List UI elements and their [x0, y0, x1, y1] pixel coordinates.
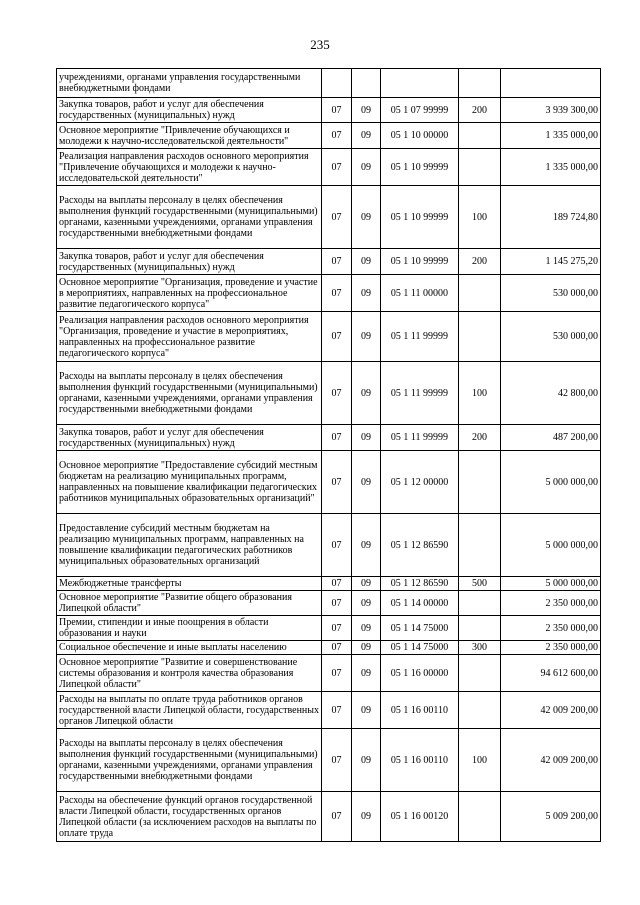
subsection-code-cell: 09 [352, 616, 381, 641]
budget-table [56, 68, 601, 842]
expense-type-cell [459, 591, 501, 616]
table-row [57, 98, 601, 123]
table-row [57, 514, 601, 577]
target-article-cell: 05 1 14 75000 [381, 616, 459, 641]
target-article-cell: 05 1 07 99999 [381, 98, 459, 123]
amount-cell [501, 69, 601, 98]
expense-type-cell: 100 [459, 362, 501, 425]
amount-cell: 487 200,00 [501, 425, 601, 451]
amount-cell: 5 000 000,00 [501, 514, 601, 577]
subsection-code-cell: 09 [352, 186, 381, 249]
table-row [57, 792, 601, 842]
table-row [57, 655, 601, 692]
table-row [57, 641, 601, 655]
target-article-cell: 05 1 12 86590 [381, 514, 459, 577]
section-code-cell: 07 [322, 249, 352, 275]
subsection-code-cell: 09 [352, 275, 381, 312]
expense-name-cell: Основное мероприятие "Развитие общего образования Липецкой области" [57, 591, 322, 616]
section-code-cell: 07 [322, 792, 352, 842]
expense-type-cell: 500 [459, 577, 501, 591]
subsection-code-cell: 09 [352, 729, 381, 792]
expense-type-cell [459, 123, 501, 149]
amount-cell: 3 939 300,00 [501, 98, 601, 123]
section-code-cell: 07 [322, 514, 352, 577]
target-article-cell: 05 1 10 99999 [381, 186, 459, 249]
expense-name-cell: Закупка товаров, работ и услуг для обеспечения государственных (муниципальных) нужд [57, 425, 322, 451]
expense-name-cell: Реализация направления расходов основного мероприятия "Привлечение обучающихся и молодежи к научно-исследовательской деятельности" [57, 149, 322, 186]
expense-type-cell [459, 312, 501, 362]
expense-type-cell [459, 616, 501, 641]
expense-type-cell [459, 149, 501, 186]
subsection-code-cell: 09 [352, 149, 381, 186]
section-code-cell: 07 [322, 729, 352, 792]
amount-cell: 2 350 000,00 [501, 616, 601, 641]
target-article-cell: 05 1 16 00110 [381, 729, 459, 792]
target-article-cell: 05 1 10 99999 [381, 149, 459, 186]
expense-type-cell: 200 [459, 98, 501, 123]
section-code-cell: 07 [322, 655, 352, 692]
subsection-code-cell: 09 [352, 362, 381, 425]
expense-name-cell: Расходы на выплаты персоналу в целях обеспечения выполнения функций государственными (муниципальными) органами, казенными учреждениями, органами управления государственными внебюджетными фондами [57, 362, 322, 425]
expense-name-cell: Закупка товаров, работ и услуг для обеспечения государственных (муниципальных) нужд [57, 98, 322, 123]
section-code-cell [322, 69, 352, 98]
page-number: 235 [310, 37, 330, 52]
subsection-code-cell: 09 [352, 655, 381, 692]
target-article-cell: 05 1 11 99999 [381, 425, 459, 451]
expense-type-cell [459, 275, 501, 312]
table-row [57, 362, 601, 425]
amount-cell: 530 000,00 [501, 275, 601, 312]
section-code-cell: 07 [322, 149, 352, 186]
expense-name-cell: Расходы на выплаты персоналу в целях обеспечения выполнения функций государственными (муниципальными) органами, казенными учреждениями, органами управления государственными внебюджетными фондами [57, 186, 322, 249]
subsection-code-cell: 09 [352, 425, 381, 451]
amount-cell: 5 000 000,00 [501, 577, 601, 591]
target-article-cell: 05 1 11 99999 [381, 312, 459, 362]
expense-name-cell: Предоставление субсидий местным бюджетам на реализацию муниципальных программ, направленных на повышение квалификации педагогических работников муниципальных образовательных организаций [57, 514, 322, 577]
expense-name-cell: Основное мероприятие "Развитие и совершенствование системы образования и контроля качества образования Липецкой области" [57, 655, 322, 692]
expense-type-cell [459, 792, 501, 842]
expense-name-cell: Расходы на выплаты по оплате труда работников органов государственной власти Липецкой области, государственных органов Липецкой области [57, 692, 322, 729]
table-row [57, 577, 601, 591]
expense-type-cell: 100 [459, 729, 501, 792]
expense-name-cell: Реализация направления расходов основного мероприятия "Организация, проведение и участие в мероприятиях, направленных на профессиональное развитие педагогического корпуса" [57, 312, 322, 362]
amount-cell: 94 612 600,00 [501, 655, 601, 692]
section-code-cell: 07 [322, 692, 352, 729]
subsection-code-cell [352, 69, 381, 98]
subsection-code-cell: 09 [352, 641, 381, 655]
amount-cell: 189 724,80 [501, 186, 601, 249]
section-code-cell: 07 [322, 362, 352, 425]
target-article-cell: 05 1 16 00110 [381, 692, 459, 729]
expense-type-cell [459, 692, 501, 729]
expense-type-cell [459, 69, 501, 98]
table-row [57, 275, 601, 312]
target-article-cell: 05 1 11 99999 [381, 362, 459, 425]
amount-cell: 1 335 000,00 [501, 123, 601, 149]
subsection-code-cell: 09 [352, 312, 381, 362]
budget-table-body [57, 69, 601, 842]
target-article-cell: 05 1 14 00000 [381, 591, 459, 616]
amount-cell: 1 145 275,20 [501, 249, 601, 275]
target-article-cell: 05 1 16 00120 [381, 792, 459, 842]
table-row [57, 591, 601, 616]
section-code-cell: 07 [322, 123, 352, 149]
table-row [57, 692, 601, 729]
subsection-code-cell: 09 [352, 591, 381, 616]
table-row [57, 69, 601, 98]
amount-cell: 1 335 000,00 [501, 149, 601, 186]
target-article-cell: 05 1 16 00000 [381, 655, 459, 692]
amount-cell: 42 009 200,00 [501, 692, 601, 729]
target-article-cell [381, 69, 459, 98]
expense-name-cell: Основное мероприятие "Привлечение обучающихся и молодежи к научно-исследовательской деятельности" [57, 123, 322, 149]
table-row [57, 616, 601, 641]
expense-name-cell: Расходы на обеспечение функций органов государственной власти Липецкой области, государственных органов Липецкой области (за исключением расходов на выплаты по оплате труда [57, 792, 322, 842]
section-code-cell: 07 [322, 591, 352, 616]
subsection-code-cell: 09 [352, 451, 381, 514]
target-article-cell: 05 1 12 00000 [381, 451, 459, 514]
subsection-code-cell: 09 [352, 249, 381, 275]
expense-name-cell: учреждениями, органами управления государственными внебюджетными фондами [57, 69, 322, 98]
target-article-cell: 05 1 10 99999 [381, 249, 459, 275]
expense-type-cell: 200 [459, 249, 501, 275]
expense-type-cell [459, 451, 501, 514]
subsection-code-cell: 09 [352, 123, 381, 149]
section-code-cell: 07 [322, 451, 352, 514]
section-code-cell: 07 [322, 186, 352, 249]
expense-name-cell: Основное мероприятие "Предоставление субсидий местным бюджетам на реализацию муниципальных программ, направленных на повышение квалификации педагогических работников муниципальных образовательных организаций" [57, 451, 322, 514]
section-code-cell: 07 [322, 312, 352, 362]
expense-type-cell: 200 [459, 425, 501, 451]
section-code-cell: 07 [322, 98, 352, 123]
target-article-cell: 05 1 14 75000 [381, 641, 459, 655]
expense-name-cell: Социальное обеспечение и иные выплаты населению [57, 641, 322, 655]
subsection-code-cell: 09 [352, 514, 381, 577]
subsection-code-cell: 09 [352, 692, 381, 729]
subsection-code-cell: 09 [352, 577, 381, 591]
table-row [57, 123, 601, 149]
table-row [57, 149, 601, 186]
table-row [57, 425, 601, 451]
expense-type-cell [459, 655, 501, 692]
section-code-cell: 07 [322, 275, 352, 312]
expense-name-cell: Основное мероприятие "Организация, проведение и участие в мероприятиях, направленных на профессиональное развитие педагогического корпуса" [57, 275, 322, 312]
amount-cell: 530 000,00 [501, 312, 601, 362]
amount-cell: 2 350 000,00 [501, 641, 601, 655]
subsection-code-cell: 09 [352, 98, 381, 123]
amount-cell: 2 350 000,00 [501, 591, 601, 616]
expense-name-cell: Расходы на выплаты персоналу в целях обеспечения выполнения функций государственными (муниципальными) органами, казенными учреждениями, органами управления государственными внебюджетными фондами [57, 729, 322, 792]
section-code-cell: 07 [322, 641, 352, 655]
expense-type-cell: 100 [459, 186, 501, 249]
section-code-cell: 07 [322, 425, 352, 451]
amount-cell: 42 800,00 [501, 362, 601, 425]
amount-cell: 5 000 000,00 [501, 451, 601, 514]
table-row [57, 729, 601, 792]
expense-name-cell: Премии, стипендии и иные поощрения в области образования и науки [57, 616, 322, 641]
table-row [57, 249, 601, 275]
section-code-cell: 07 [322, 577, 352, 591]
section-code-cell: 07 [322, 616, 352, 641]
target-article-cell: 05 1 11 00000 [381, 275, 459, 312]
amount-cell: 42 009 200,00 [501, 729, 601, 792]
target-article-cell: 05 1 12 86590 [381, 577, 459, 591]
table-row [57, 312, 601, 362]
expense-name-cell: Межбюджетные трансферты [57, 577, 322, 591]
target-article-cell: 05 1 10 00000 [381, 123, 459, 149]
expense-type-cell: 300 [459, 641, 501, 655]
table-row [57, 186, 601, 249]
table-row [57, 451, 601, 514]
amount-cell: 5 009 200,00 [501, 792, 601, 842]
subsection-code-cell: 09 [352, 792, 381, 842]
expense-type-cell [459, 514, 501, 577]
expense-name-cell: Закупка товаров, работ и услуг для обеспечения государственных (муниципальных) нужд [57, 249, 322, 275]
